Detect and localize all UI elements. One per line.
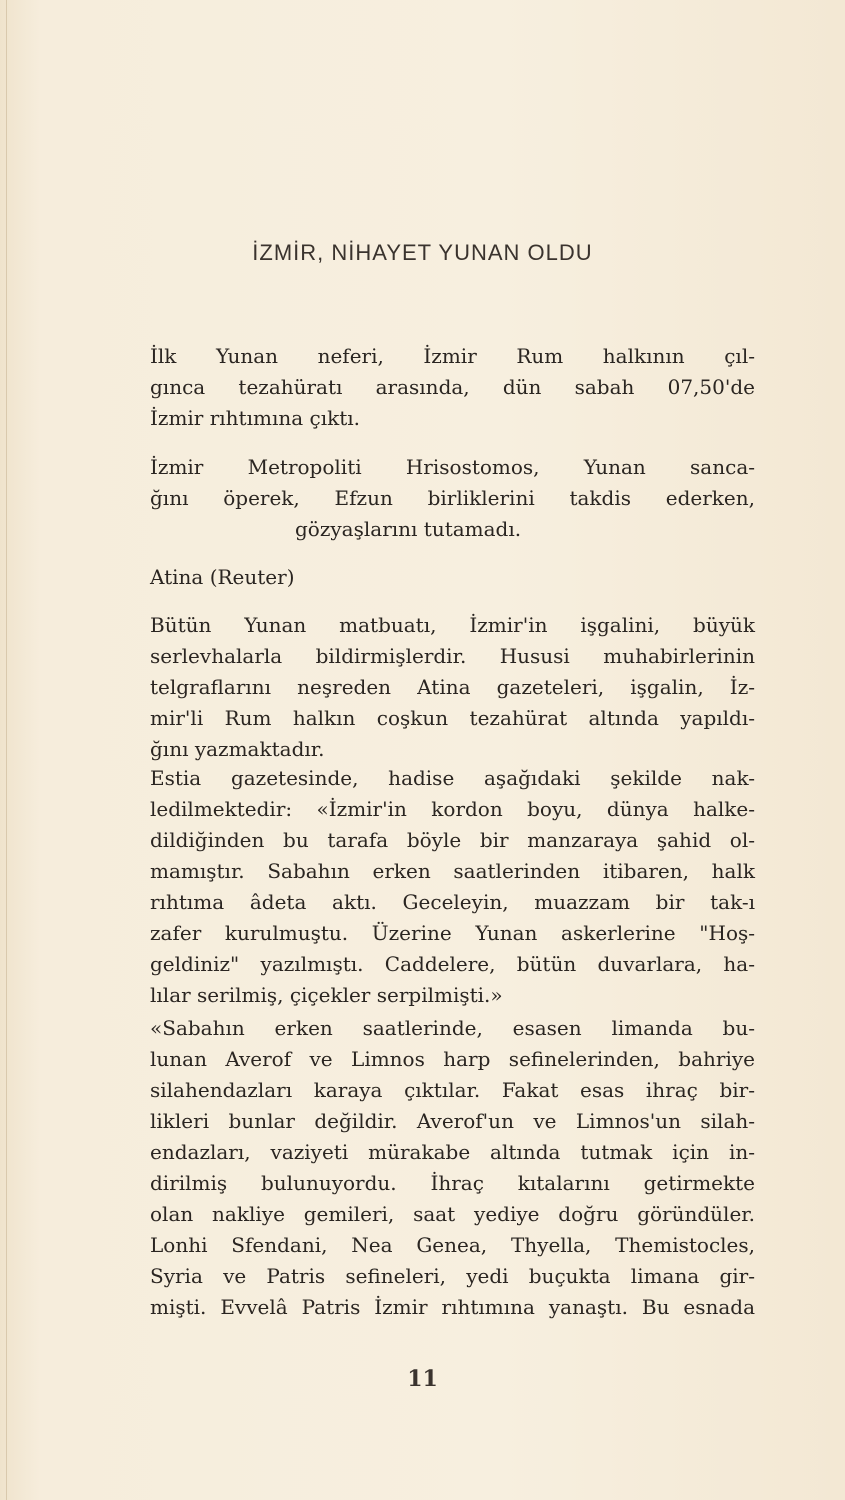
paragraph-1	[150, 341, 755, 434]
text-line: İlk Yunan neferi, İzmir Rum halkının çıl-	[150, 344, 755, 368]
text-line: Estia gazetesinde, hadise aşağıdaki şekilde nak-	[150, 766, 755, 790]
text-line: mişti. Evvelâ Patris İzmir rıhtımına yanaştı. Bu esnada	[150, 1295, 755, 1319]
chapter-title: İZMİR, NİHAYET YUNAN OLDU	[252, 240, 593, 265]
text-line: dirilmiş bulunuyordu. İhraç kıtalarını getirmekte	[150, 1171, 755, 1195]
paragraph-2	[150, 452, 755, 545]
text-line: telgraflarını neşreden Atina gazeteleri, işgalin, İz-	[150, 675, 755, 699]
text-line: silahendazları karaya çıktılar. Fakat esas ihraç bir-	[150, 1078, 755, 1102]
page-number: 11	[407, 1366, 438, 1392]
text-line: ledilmektedir: «İzmir'in kordon boyu, dünya halke-	[150, 797, 755, 821]
text-line: mamıştır. Sabahın erken saatlerinden itibaren, halk	[150, 859, 755, 883]
text-line: zafer kurulmuştu. Üzerine Yunan askerlerine "Hoş-	[150, 921, 755, 945]
text-line: likleri bunlar değildir. Averof'un ve Limnos'un silah-	[150, 1109, 755, 1133]
text-line: dildiğinden bu tarafa böyle bir manzaraya şahid ol-	[150, 828, 755, 852]
dateline	[150, 562, 755, 593]
text-line: ğını yazmaktadır.	[150, 737, 325, 761]
text-line: Lonhi Sfendani, Nea Genea, Thyella, Themistocles,	[150, 1233, 755, 1257]
text-line: gınca tezahüratı arasında, dün sabah 07,50'de	[150, 375, 755, 399]
text-line: rıhtıma âdeta aktı. Geceleyin, muazzam bir tak-ı	[150, 890, 755, 914]
paragraph-6	[150, 1013, 755, 1323]
text-line: mir'li Rum halkın coşkun tezahürat altında yapıldı-	[150, 706, 755, 730]
text-line: Atina (Reuter)	[150, 565, 295, 589]
text-line: ğını öperek, Efzun birliklerini takdis ederken,	[150, 486, 755, 510]
text-line: lılar serilmiş, çiçekler serpilmişti.»	[150, 983, 503, 1007]
text-line: İzmir rıhtımına çıktı.	[150, 406, 361, 430]
text-line: gözyaşlarını tutamadı.	[295, 517, 522, 541]
text-line: geldiniz" yazılmıştı. Caddelere, bütün duvarlara, ha-	[150, 952, 755, 976]
paragraph-5	[150, 763, 755, 1011]
text-line: endazları, vaziyeti mürakabe altında tutmak için in-	[150, 1140, 755, 1164]
text-line: Bütün Yunan matbuatı, İzmir'in işgalini, büyük	[150, 613, 755, 637]
text-line: serlevhalarla bildirmişlerdir. Hususi muhabirlerinin	[150, 644, 755, 668]
text-line: İzmir Metropoliti Hrisostomos, Yunan sanca-	[150, 455, 755, 479]
text-line: lunan Averof ve Limnos harp sefinelerinden, bahriye	[150, 1047, 755, 1071]
text-line: «Sabahın erken saatlerinde, esasen limanda bu-	[150, 1016, 755, 1040]
text-line: olan nakliye gemileri, saat yediye doğru göründüler.	[150, 1202, 755, 1226]
paragraph-4	[150, 610, 755, 765]
page-edge-line	[6, 0, 7, 1500]
text-line: Syria ve Patris sefineleri, yedi buçukta limana gir-	[150, 1264, 755, 1288]
